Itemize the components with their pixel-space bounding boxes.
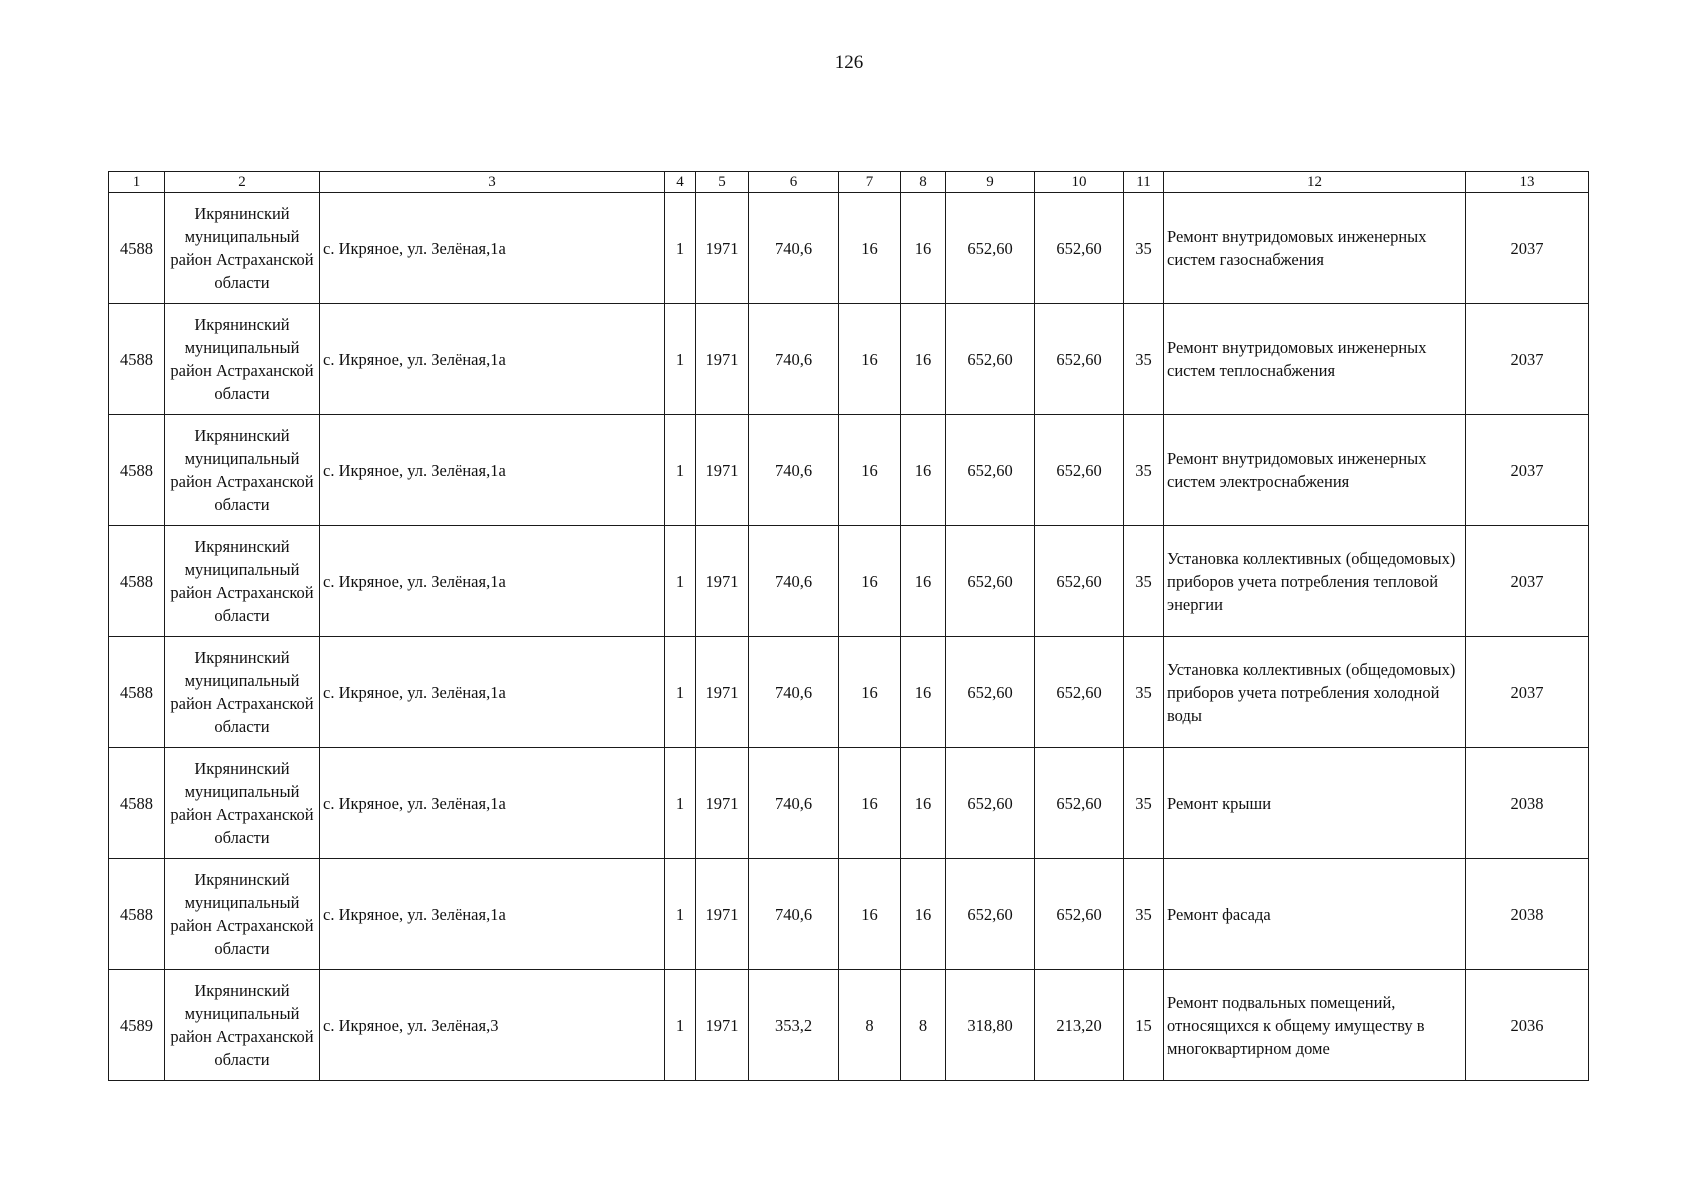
column-header-12: 12 — [1164, 172, 1466, 193]
district-cell: Икрянинский муниципальный район Астраханской области — [165, 193, 320, 304]
table-row — [109, 415, 1589, 526]
col8-cell: 16 — [901, 415, 946, 526]
column-header-11: 11 — [1124, 172, 1164, 193]
plan-year-cell: 2036 — [1466, 970, 1589, 1081]
table-row — [109, 859, 1589, 970]
plan-year-cell: 2037 — [1466, 415, 1589, 526]
col11-cell: 35 — [1124, 304, 1164, 415]
col11-cell: 35 — [1124, 637, 1164, 748]
column-header-4: 4 — [665, 172, 696, 193]
address-cell: с. Икряное, ул. Зелёная,1а — [320, 748, 665, 859]
col10-cell: 213,20 — [1035, 970, 1124, 1081]
column-header-1: 1 — [109, 172, 165, 193]
year-cell: 1971 — [696, 748, 749, 859]
capital-repair-table — [108, 171, 1589, 1081]
table-row — [109, 748, 1589, 859]
col10-cell: 652,60 — [1035, 526, 1124, 637]
column-header-9: 9 — [946, 172, 1035, 193]
year-cell: 1971 — [696, 304, 749, 415]
work-type-cell: Ремонт крыши — [1164, 748, 1466, 859]
col7-cell: 16 — [839, 304, 901, 415]
year-cell: 1971 — [696, 415, 749, 526]
col7-cell: 16 — [839, 859, 901, 970]
district-cell: Икрянинский муниципальный район Астраханской области — [165, 859, 320, 970]
col8-cell: 16 — [901, 304, 946, 415]
table-row — [109, 193, 1589, 304]
table-row — [109, 304, 1589, 415]
column-header-3: 3 — [320, 172, 665, 193]
table-header — [109, 172, 1589, 193]
plan-year-cell: 2037 — [1466, 637, 1589, 748]
col8-cell: 16 — [901, 748, 946, 859]
col7-cell: 16 — [839, 748, 901, 859]
col11-cell: 35 — [1124, 859, 1164, 970]
col11-cell: 35 — [1124, 526, 1164, 637]
address-cell: с. Икряное, ул. Зелёная,1а — [320, 859, 665, 970]
col8-cell: 16 — [901, 193, 946, 304]
row-id: 4588 — [109, 304, 165, 415]
column-header-7: 7 — [839, 172, 901, 193]
header-row — [109, 172, 1589, 193]
col9-cell: 652,60 — [946, 193, 1035, 304]
district-cell: Икрянинский муниципальный район Астраханской области — [165, 748, 320, 859]
document-table-container — [108, 171, 1589, 1081]
col4-cell: 1 — [665, 193, 696, 304]
col6-cell: 353,2 — [749, 970, 839, 1081]
address-cell: с. Икряное, ул. Зелёная,1а — [320, 193, 665, 304]
table-row — [109, 970, 1589, 1081]
col11-cell: 35 — [1124, 193, 1164, 304]
col6-cell: 740,6 — [749, 637, 839, 748]
col10-cell: 652,60 — [1035, 304, 1124, 415]
row-id: 4588 — [109, 748, 165, 859]
col10-cell: 652,60 — [1035, 859, 1124, 970]
year-cell: 1971 — [696, 193, 749, 304]
col4-cell: 1 — [665, 859, 696, 970]
district-cell: Икрянинский муниципальный район Астраханской области — [165, 415, 320, 526]
col7-cell: 8 — [839, 970, 901, 1081]
col9-cell: 652,60 — [946, 859, 1035, 970]
col8-cell: 16 — [901, 637, 946, 748]
district-cell: Икрянинский муниципальный район Астраханской области — [165, 970, 320, 1081]
plan-year-cell: 2038 — [1466, 859, 1589, 970]
col6-cell: 740,6 — [749, 859, 839, 970]
address-cell: с. Икряное, ул. Зелёная,1а — [320, 526, 665, 637]
row-id: 4589 — [109, 970, 165, 1081]
col6-cell: 740,6 — [749, 415, 839, 526]
col9-cell: 318,80 — [946, 970, 1035, 1081]
col6-cell: 740,6 — [749, 526, 839, 637]
column-header-13: 13 — [1466, 172, 1589, 193]
row-id: 4588 — [109, 526, 165, 637]
work-type-cell: Ремонт фасада — [1164, 859, 1466, 970]
column-header-5: 5 — [696, 172, 749, 193]
year-cell: 1971 — [696, 637, 749, 748]
col9-cell: 652,60 — [946, 526, 1035, 637]
address-cell: с. Икряное, ул. Зелёная,1а — [320, 415, 665, 526]
col10-cell: 652,60 — [1035, 193, 1124, 304]
address-cell: с. Икряное, ул. Зелёная,1а — [320, 637, 665, 748]
work-type-cell: Ремонт внутридомовых инженерных систем электроснабжения — [1164, 415, 1466, 526]
district-cell: Икрянинский муниципальный район Астраханской области — [165, 304, 320, 415]
district-cell: Икрянинский муниципальный район Астраханской области — [165, 637, 320, 748]
plan-year-cell: 2037 — [1466, 304, 1589, 415]
col4-cell: 1 — [665, 415, 696, 526]
col6-cell: 740,6 — [749, 304, 839, 415]
col9-cell: 652,60 — [946, 748, 1035, 859]
col8-cell: 8 — [901, 970, 946, 1081]
row-id: 4588 — [109, 637, 165, 748]
col9-cell: 652,60 — [946, 415, 1035, 526]
work-type-cell: Ремонт внутридомовых инженерных систем газоснабжения — [1164, 193, 1466, 304]
table-row — [109, 637, 1589, 748]
col4-cell: 1 — [665, 748, 696, 859]
col8-cell: 16 — [901, 859, 946, 970]
table-body — [109, 193, 1589, 1081]
year-cell: 1971 — [696, 970, 749, 1081]
col10-cell: 652,60 — [1035, 637, 1124, 748]
col4-cell: 1 — [665, 637, 696, 748]
col7-cell: 16 — [839, 637, 901, 748]
district-cell: Икрянинский муниципальный район Астраханской области — [165, 526, 320, 637]
col11-cell: 35 — [1124, 415, 1164, 526]
row-id: 4588 — [109, 193, 165, 304]
col4-cell: 1 — [665, 970, 696, 1081]
work-type-cell: Ремонт внутридомовых инженерных систем теплоснабжения — [1164, 304, 1466, 415]
work-type-cell: Установка коллективных (общедомовых) приборов учета потребления холодной воды — [1164, 637, 1466, 748]
row-id: 4588 — [109, 859, 165, 970]
address-cell: с. Икряное, ул. Зелёная,1а — [320, 304, 665, 415]
column-header-8: 8 — [901, 172, 946, 193]
col7-cell: 16 — [839, 193, 901, 304]
column-header-10: 10 — [1035, 172, 1124, 193]
year-cell: 1971 — [696, 859, 749, 970]
address-cell: с. Икряное, ул. Зелёная,3 — [320, 970, 665, 1081]
col10-cell: 652,60 — [1035, 748, 1124, 859]
col6-cell: 740,6 — [749, 748, 839, 859]
plan-year-cell: 2037 — [1466, 526, 1589, 637]
row-id: 4588 — [109, 415, 165, 526]
work-type-cell: Ремонт подвальных помещений, относящихся к общему имуществу в многоквартирном доме — [1164, 970, 1466, 1081]
year-cell: 1971 — [696, 526, 749, 637]
col4-cell: 1 — [665, 526, 696, 637]
table-row — [109, 526, 1589, 637]
plan-year-cell: 2037 — [1466, 193, 1589, 304]
page-number: 126 — [834, 52, 864, 73]
col10-cell: 652,60 — [1035, 415, 1124, 526]
col7-cell: 16 — [839, 415, 901, 526]
col11-cell: 35 — [1124, 748, 1164, 859]
work-type-cell: Установка коллективных (общедомовых) приборов учета потребления тепловой энергии — [1164, 526, 1466, 637]
col8-cell: 16 — [901, 526, 946, 637]
col4-cell: 1 — [665, 304, 696, 415]
column-header-6: 6 — [749, 172, 839, 193]
col11-cell: 15 — [1124, 970, 1164, 1081]
col6-cell: 740,6 — [749, 193, 839, 304]
col9-cell: 652,60 — [946, 637, 1035, 748]
col9-cell: 652,60 — [946, 304, 1035, 415]
col7-cell: 16 — [839, 526, 901, 637]
plan-year-cell: 2038 — [1466, 748, 1589, 859]
column-header-2: 2 — [165, 172, 320, 193]
